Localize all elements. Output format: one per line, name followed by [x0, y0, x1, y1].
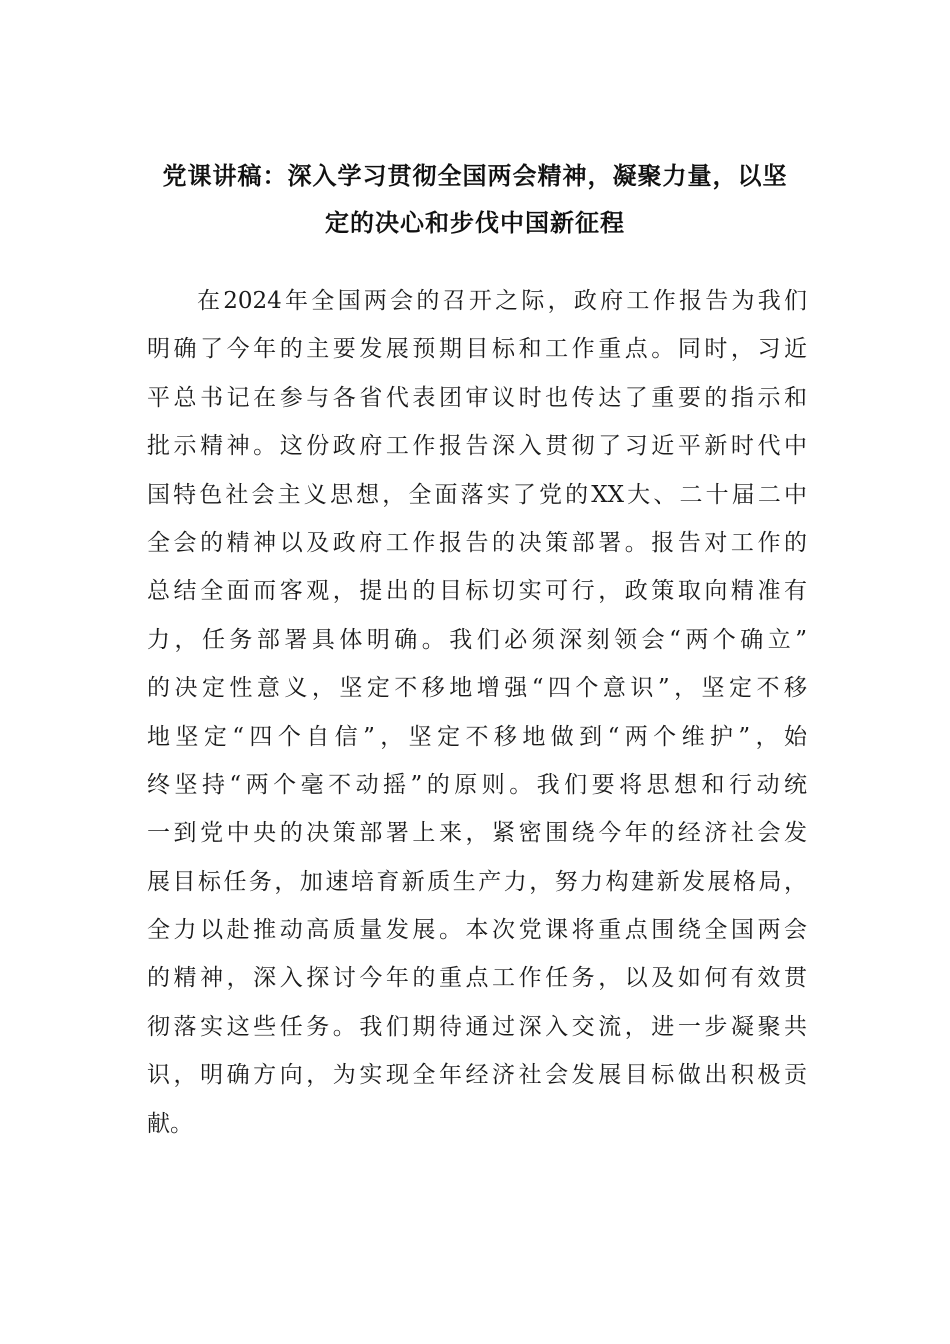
- body-line: 的精神，深入探讨今年的重点工作任务，以及如何有效贯: [147, 965, 807, 992]
- body-line: 展目标任务，加速培育新质生产力，努力构建新发展格局，: [147, 868, 807, 895]
- body-line: 力，任务部署具体明确。我们必须深刻领会“两个确立”: [147, 626, 807, 653]
- body-line: 在2024年全国两会的召开之际，政府工作报告为我们: [197, 288, 807, 314]
- body-line: 全会的精神以及政府工作报告的决策部署。报告对工作的: [147, 529, 807, 556]
- body-line: 彻落实这些任务。我们期待通过深入交流，进一步凝聚共: [147, 1013, 807, 1040]
- body-paragraph: [147, 277, 807, 1148]
- body-line: 的决定性意义，坚定不移地增强“四个意识”，坚定不移: [147, 675, 807, 702]
- title-line-1: 党课讲稿：深入学习贯彻全国两会精神，凝聚力量，以坚: [162, 161, 788, 190]
- body-line: 明确了今年的主要发展预期目标和工作重点。同时，习近: [147, 336, 807, 363]
- body-line: 献。: [147, 1110, 193, 1137]
- body-line: 平总书记在参与各省代表团审议时也传达了重要的指示和: [147, 384, 807, 411]
- title-line-2: 定的决心和步伐中国新征程: [325, 208, 625, 237]
- body-line: 地坚定“四个自信”，坚定不移地做到“两个维护”，始: [147, 723, 807, 750]
- body-line: 全力以赴推动高质量发展。本次党课将重点围绕全国两会: [147, 917, 807, 944]
- document-title: [145, 152, 805, 246]
- body-line: 批示精神。这份政府工作报告深入贯彻了习近平新时代中: [147, 433, 807, 460]
- body-line: 识，明确方向，为实现全年经济社会发展目标做出积极贡: [147, 1062, 807, 1089]
- body-line: 终坚持“两个毫不动摇”的原则。我们要将思想和行动统: [147, 771, 807, 798]
- body-line: 国特色社会主义思想，全面落实了党的XX大、二十届二中: [147, 481, 807, 508]
- body-line: 总结全面而客观，提出的目标切实可行，政策取向精准有: [147, 578, 807, 605]
- body-line: 一到党中央的决策部署上来，紧密围绕今年的经济社会发: [147, 820, 807, 847]
